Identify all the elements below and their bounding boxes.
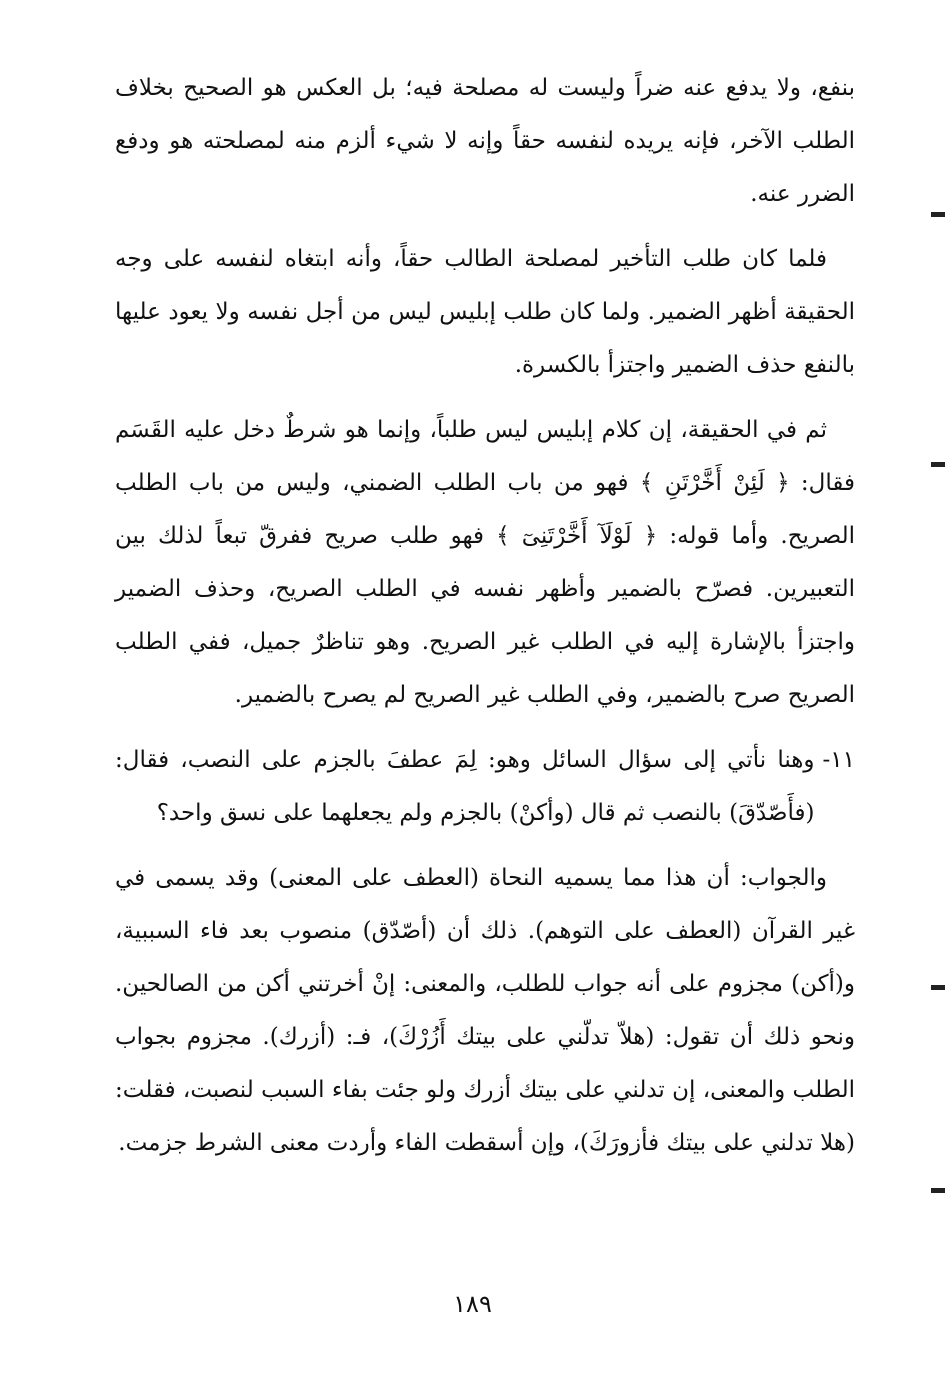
page-body <box>115 62 855 1182</box>
paragraph-1: بنفع، ولا يدفع عنه ضراً وليست له مصلحة فيه؛ بل العكس هو الصحيح بخلاف الطلب الآخر، فإنه يريده لنفسه حقاً وإنه لا شيء ألزم منه لمصلحته هو ودفع الضرر عنه. <box>115 75 855 207</box>
question-number: ١١- <box>822 747 855 773</box>
question-text: وهنا نأتي إلى سؤال السائل وهو: لِمَ عطفَ بالجزم على النصب، فقال: (فأَصّدّقَ) بالنصب ثم قال (وأكنْ) بالجزم ولم يجعلهما على نسق واحد؟ <box>115 747 815 826</box>
margin-mark <box>931 985 945 990</box>
paragraph-3: ثم في الحقيقة، إن كلام إبليس ليس طلباً، وإنما هو شرطٌ دخل عليه القَسَم فقال: ﴿ لَئِنْ أَخَّرْتَنِ ﴾ فهو من باب الطلب الضمني، وليس من باب الطلب الصريح. وأما قوله: ﴿ لَوْلَآ أَخَّرْتَنِىٓ ﴾ فهو طلب صريح ففرقّ تبعاً لذلك بين التعبيرين. فصرّح بالضمير وأظهر نفسه في الطلب الصريح، وحذف الضمير واجتزأ بالإشارة إليه في الطلب غير الصريح. وهو تناظرٌ جميل، ففي الطلب الصريح صرح بالضمير، وفي الطلب غير الصريح لم يصرح بالضمير. <box>115 417 855 708</box>
page-number: ١٨٩ <box>453 1290 492 1318</box>
question-block <box>115 734 855 840</box>
paragraph-2: فلما كان طلب التأخير لمصلحة الطالب حقاً، وأنه ابتغاه لنفسه على وجه الحقيقة أظهر الضمير. ولما كان طلب إبليس ليس من أجل نفسه ولا يعود عليها بالنفع حذف الضمير واجتزأ بالكسرة. <box>115 246 855 378</box>
margin-mark <box>931 212 945 217</box>
margin-mark <box>931 462 945 467</box>
answer-paragraph: والجواب: أن هذا مما يسميه النحاة (العطف على المعنى) وقد يسمى في غير القرآن (العطف على التوهم). ذلك أن (أصّدّق) منصوب بعد فاء السببية، و(أكن) مجزوم على أنه جواب للطلب، والمعنى: إنْ أخرتني أكن من الصالحين. ونحو ذلك أن تقول: (هلاّ تدلّني على بيتك أَزُرْكَ)، فـ: (أزرك). مجزوم بجواب الطلب والمعنى، إن تدلني على بيتك أزرك ولو جئت بفاء السبب لنصبت، فقلت: (هلا تدلني على بيتك فأزورَكَ)، وإن أسقطت الفاء وأردت معنى الشرط جزمت. <box>115 865 855 1156</box>
margin-mark <box>931 1188 945 1193</box>
